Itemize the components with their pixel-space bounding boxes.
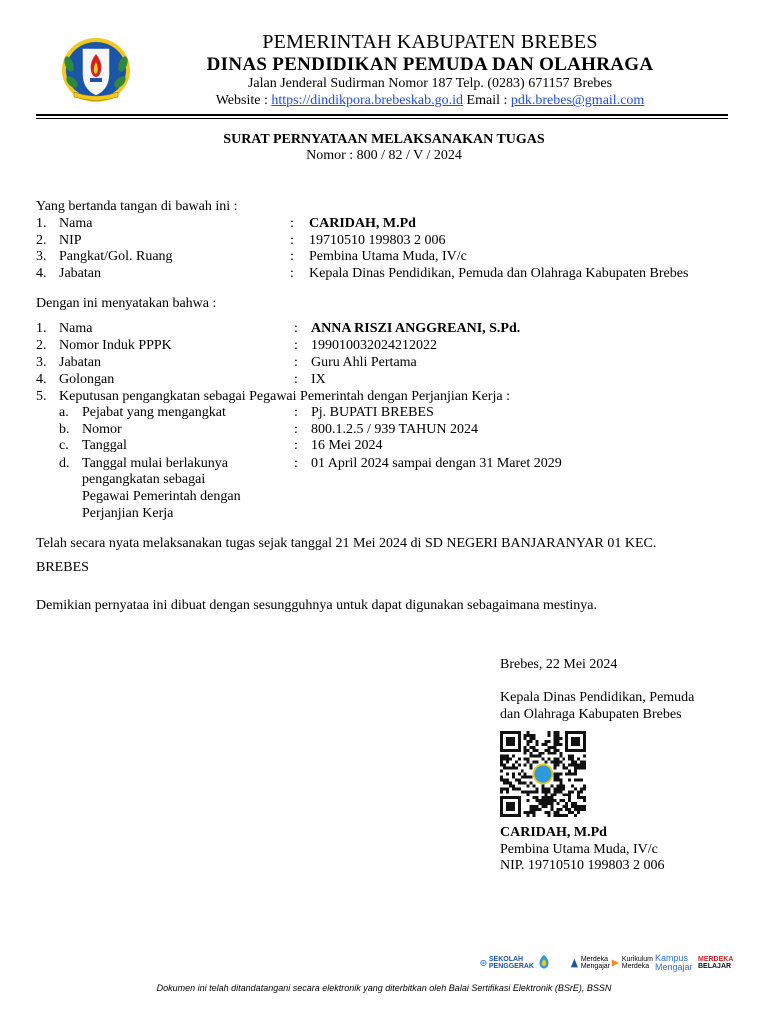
employee-no: 3. xyxy=(36,355,47,370)
signer-label: Nama xyxy=(59,216,93,231)
employee-label: Nomor Induk PPPK xyxy=(59,338,172,353)
signer-label: Pangkat/Gol. Ruang xyxy=(59,249,173,264)
signer-name: CARIDAH, M.Pd xyxy=(309,216,416,231)
logo-text: Mengajar xyxy=(655,962,693,972)
intro-text: Yang bertanda tangan di bawah ini : xyxy=(36,199,238,214)
employee-position: Guru Ahli Pertama xyxy=(311,355,417,370)
decree-item-label: Perjanjian Kerja xyxy=(82,506,174,521)
signer-rank: Pembina Utama Muda, IV/c xyxy=(309,249,467,264)
decree-number: 800.1.2.5 / 939 TAHUN 2024 xyxy=(311,422,479,437)
signer-no: 3. xyxy=(36,249,47,264)
decree-item-no: a. xyxy=(59,405,69,420)
statement-text: Telah secara nyata melaksanakan tugas sejak tanggal 21 Mei 2024 di SD NEGERI BANJARANYAR 01 KEC. xyxy=(36,536,657,551)
website-label: Website : xyxy=(215,93,272,108)
decree-item-no: c. xyxy=(59,438,69,453)
letterhead-address: Jalan Jenderal Sudirman Nomor 187 Telp. (0283) 671157 Brebes xyxy=(247,76,613,91)
colon: : xyxy=(290,216,294,231)
logo-text: BELAJAR xyxy=(698,963,732,970)
logo-text: Mengajar xyxy=(580,963,610,970)
colon: : xyxy=(294,321,298,336)
colon: : xyxy=(294,405,298,420)
logo-text: Merdeka xyxy=(621,963,650,970)
employee-label: Golongan xyxy=(59,372,115,387)
email-link[interactable]: pdk.brebes@gmail.com xyxy=(510,93,645,108)
document-title: SURAT PERNYATAAN MELAKSANAKAN TUGAS xyxy=(223,132,545,147)
colon: : xyxy=(294,456,298,471)
letterhead-rule-thick xyxy=(36,114,728,116)
sekolah-penggerak-icon xyxy=(480,954,487,972)
colon: : xyxy=(290,233,294,248)
place-date: Brebes, 22 Mei 2024 xyxy=(500,657,618,672)
signer-position-line2: dan Olahraga Kabupaten Brebes xyxy=(500,707,682,722)
decree-effective-period: 01 April 2024 sampai dengan 31 Maret 2029 xyxy=(311,456,562,471)
merdeka-belajar-logo xyxy=(698,952,732,974)
employee-no: 2. xyxy=(36,338,47,353)
decree-item-no: d. xyxy=(59,456,70,471)
employee-grade: IX xyxy=(311,372,326,387)
decree-item-label: Pejabat yang mengangkat xyxy=(82,405,226,420)
declare-text: Dengan ini menyatakan bahwa : xyxy=(36,296,217,311)
signer-no: 4. xyxy=(36,266,47,281)
decree-item-label: Nomor xyxy=(82,422,122,437)
decree-item-no: b. xyxy=(59,422,70,437)
employee-no: 4. xyxy=(36,372,47,387)
employee-label: Jabatan xyxy=(59,355,101,370)
email-label: Email : xyxy=(463,93,511,108)
decree-item-label: Pegawai Pemerintah dengan xyxy=(82,489,241,504)
merdeka-mengajar-icon xyxy=(570,957,579,969)
employee-label: Nama xyxy=(59,321,93,336)
decree-item-label: Tanggal mulai berlakunya xyxy=(82,456,228,471)
document-number: Nomor : 800 / 82 / V / 2024 xyxy=(306,148,462,163)
kurikulum-merdeka-icon xyxy=(611,957,620,969)
tut-wuri-logo xyxy=(536,952,554,974)
colon: : xyxy=(294,355,298,370)
closing-text: Demikian pernyataa ini dibuat dengan sesungguhnya untuk dapat digunakan sebagaimana mestinya. xyxy=(36,598,598,613)
letterhead-rule-thin xyxy=(36,118,728,119)
employee-no: 1. xyxy=(36,321,47,336)
signature-rank: Pembina Utama Muda, IV/c xyxy=(500,842,658,857)
colon: : xyxy=(290,249,294,264)
colon: : xyxy=(294,372,298,387)
qr-code-signature xyxy=(500,731,586,817)
kurikulum-merdeka-logo xyxy=(611,952,653,974)
logo-text: Merdeka xyxy=(580,956,609,963)
colon: : xyxy=(294,338,298,353)
logo-text: Kampus xyxy=(655,953,689,963)
decree-item-label: Tanggal xyxy=(82,438,127,453)
decree-item-label: pengangkatan sebagai xyxy=(82,472,206,487)
merdeka-mengajar-logo xyxy=(570,952,610,974)
colon: : xyxy=(294,438,298,453)
signature-nip: NIP. 19710510 199803 2 006 xyxy=(500,858,665,873)
decree-official: Pj. BUPATI BREBES xyxy=(311,405,434,420)
signature-name: CARIDAH, M.Pd xyxy=(500,825,607,840)
letterhead-contact xyxy=(150,93,710,109)
signer-no: 2. xyxy=(36,233,47,248)
decree-label: Keputusan pengangkatan sebagai Pegawai Pemerintah dengan Perjanjian Kerja : xyxy=(59,389,510,404)
sekolah-penggerak-logo xyxy=(480,952,534,974)
logo-text: PENGGERAK xyxy=(488,963,534,970)
colon: : xyxy=(290,266,294,281)
colon: : xyxy=(294,422,298,437)
kampus-mengajar-logo xyxy=(655,952,697,974)
tut-wuri-icon xyxy=(536,954,552,972)
signer-position: Kepala Dinas Pendidikan, Pemuda dan Olahraga Kabupaten Brebes xyxy=(309,266,689,281)
statement-text-cont: BREBES xyxy=(36,560,89,575)
letterhead-agency: DINAS PENDIDIKAN PEMUDA DAN OLAHRAGA xyxy=(206,54,654,75)
regency-logo xyxy=(60,34,132,106)
logo-text: SEKOLAH xyxy=(488,956,524,963)
letterhead-government: PEMERINTAH KABUPATEN BREBES xyxy=(262,31,598,53)
decree-date: 16 Mei 2024 xyxy=(311,438,383,453)
logo-text: Kurikulum xyxy=(621,956,653,963)
employee-nipppk: 199010032024212022 xyxy=(311,338,437,353)
esign-footer-note: Dokumen ini telah ditandatangani secara elektronik yang diterbitkan oleh Balai Sertifikasi Elektronik (BSrE), BSSN xyxy=(156,983,612,993)
signer-no: 1. xyxy=(36,216,47,231)
signer-position-line1: Kepala Dinas Pendidikan, Pemuda xyxy=(500,690,695,705)
signer-label: Jabatan xyxy=(59,266,101,281)
signer-nip: 19710510 199803 2 006 xyxy=(309,233,446,248)
decree-no: 5. xyxy=(36,389,47,404)
employee-name: ANNA RISZI ANGGREANI, S.Pd. xyxy=(311,321,521,336)
website-link[interactable]: https://dindikpora.brebeskab.go.id xyxy=(271,93,464,108)
logo-text: MERDEKA xyxy=(698,956,734,963)
signer-label: NIP xyxy=(59,233,82,248)
